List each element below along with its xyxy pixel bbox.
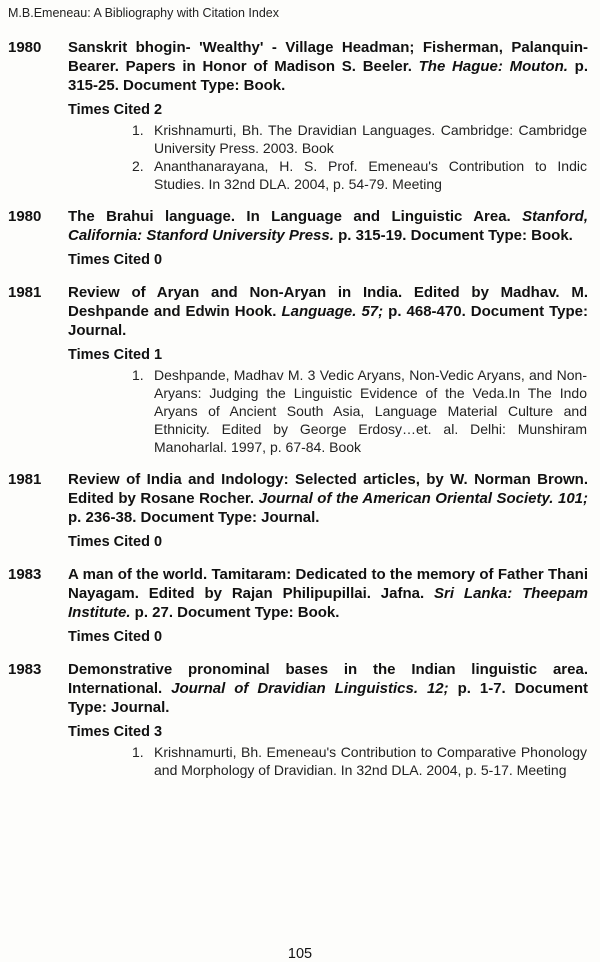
citing-work: 1. Krishnamurti, Bh. Emeneau's Contribution to Comparative Phonology and Morphology of Dravidian. In 32nd DLA. 2004, p. 5-17. Meeting (132, 744, 587, 778)
entry-4 (0, 470, 600, 551)
citing-work: 2. Ananthanarayana, H. S. Prof. Emeneau's Contribution to Indic Studies. In 32nd DLA. 2004, p. 54-79. Meeting (132, 158, 587, 192)
entry-citation: Sanskrit bhogin- 'Wealthy' - Village Headman; Fisherman, Palanquin-Bearer. Papers in Honor of Madison S. Beeler. The Hague: Mouton. p. 315-25. Document Type: Book. (68, 39, 589, 94)
entry-citation: The Brahui language. In Language and Linguistic Area. Stanford, California: Stanford University Press. p. 315-19. Document Type: Book. (68, 208, 588, 244)
entry-year: 1983 (8, 566, 42, 583)
entry-2 (0, 207, 600, 269)
entry-5 (0, 565, 600, 646)
entry-year: 1981 (8, 284, 42, 301)
entry-year: 1983 (8, 661, 42, 678)
times-cited: Times Cited 0 (68, 534, 163, 550)
page-number: 105 (287, 946, 313, 962)
entry-year: 1981 (8, 471, 42, 488)
citing-work: 1. Deshpande, Madhav M. 3 Vedic Aryans, Non-Vedic Aryans, and Non-Aryans: Judging the Linguistic Evidence of the Veda.In The Indo Aryans of Ancient South Asia, Language Material Culture and Ethnicity. Edited by George Erdosy…et. al. Delhi: Munshiram Manoharlal. 1997, p. 67-84. Book (132, 367, 587, 455)
times-cited: Times Cited 1 (68, 347, 163, 363)
bibliography-entries (0, 38, 600, 793)
running-head: M.B.Emeneau: A Bibliography with Citation Index (8, 6, 279, 20)
citing-works (132, 743, 587, 779)
entry-citation: A man of the world. Tamitaram: Dedicated to the memory of Father Thani Nayagam. Edited by Rajan Philipupillai. Jafna. Sri Lanka: Theepam Institute. p. 27. Document Type: Book. (68, 566, 588, 621)
entry-year: 1980 (8, 39, 42, 56)
entry-year: 1980 (8, 208, 42, 225)
citing-work: 1. Krishnamurti, Bh. The Dravidian Languages. Cambridge: Cambridge University Press. 2003. Book (132, 122, 587, 156)
entry-citation: Review of India and Indology: Selected articles, by W. Norman Brown. Edited by Rosane Rocher. Journal of the American Oriental Society. 101; p. 236-38. Document Type: Journal. (68, 471, 589, 526)
entry-citation: Review of Aryan and Non-Aryan in India. Edited by Madhav. M. Deshpande and Edwin Hook. Language. 57; p. 468-470. Document Type: Journal. (68, 284, 589, 339)
entry-1 (0, 38, 600, 193)
entry-6 (0, 660, 600, 779)
entry-citation: Demonstrative pronominal bases in the Indian linguistic area. International. Journal of Dravidian Linguistics. 12; p. 1-7. Document Type: Journal. (68, 661, 588, 716)
times-cited: Times Cited 0 (68, 252, 163, 268)
citing-works (132, 366, 587, 456)
times-cited: Times Cited 0 (68, 629, 163, 645)
times-cited: Times Cited 2 (68, 102, 163, 118)
times-cited: Times Cited 3 (68, 724, 163, 740)
entry-3 (0, 283, 600, 456)
citing-works (132, 121, 587, 193)
